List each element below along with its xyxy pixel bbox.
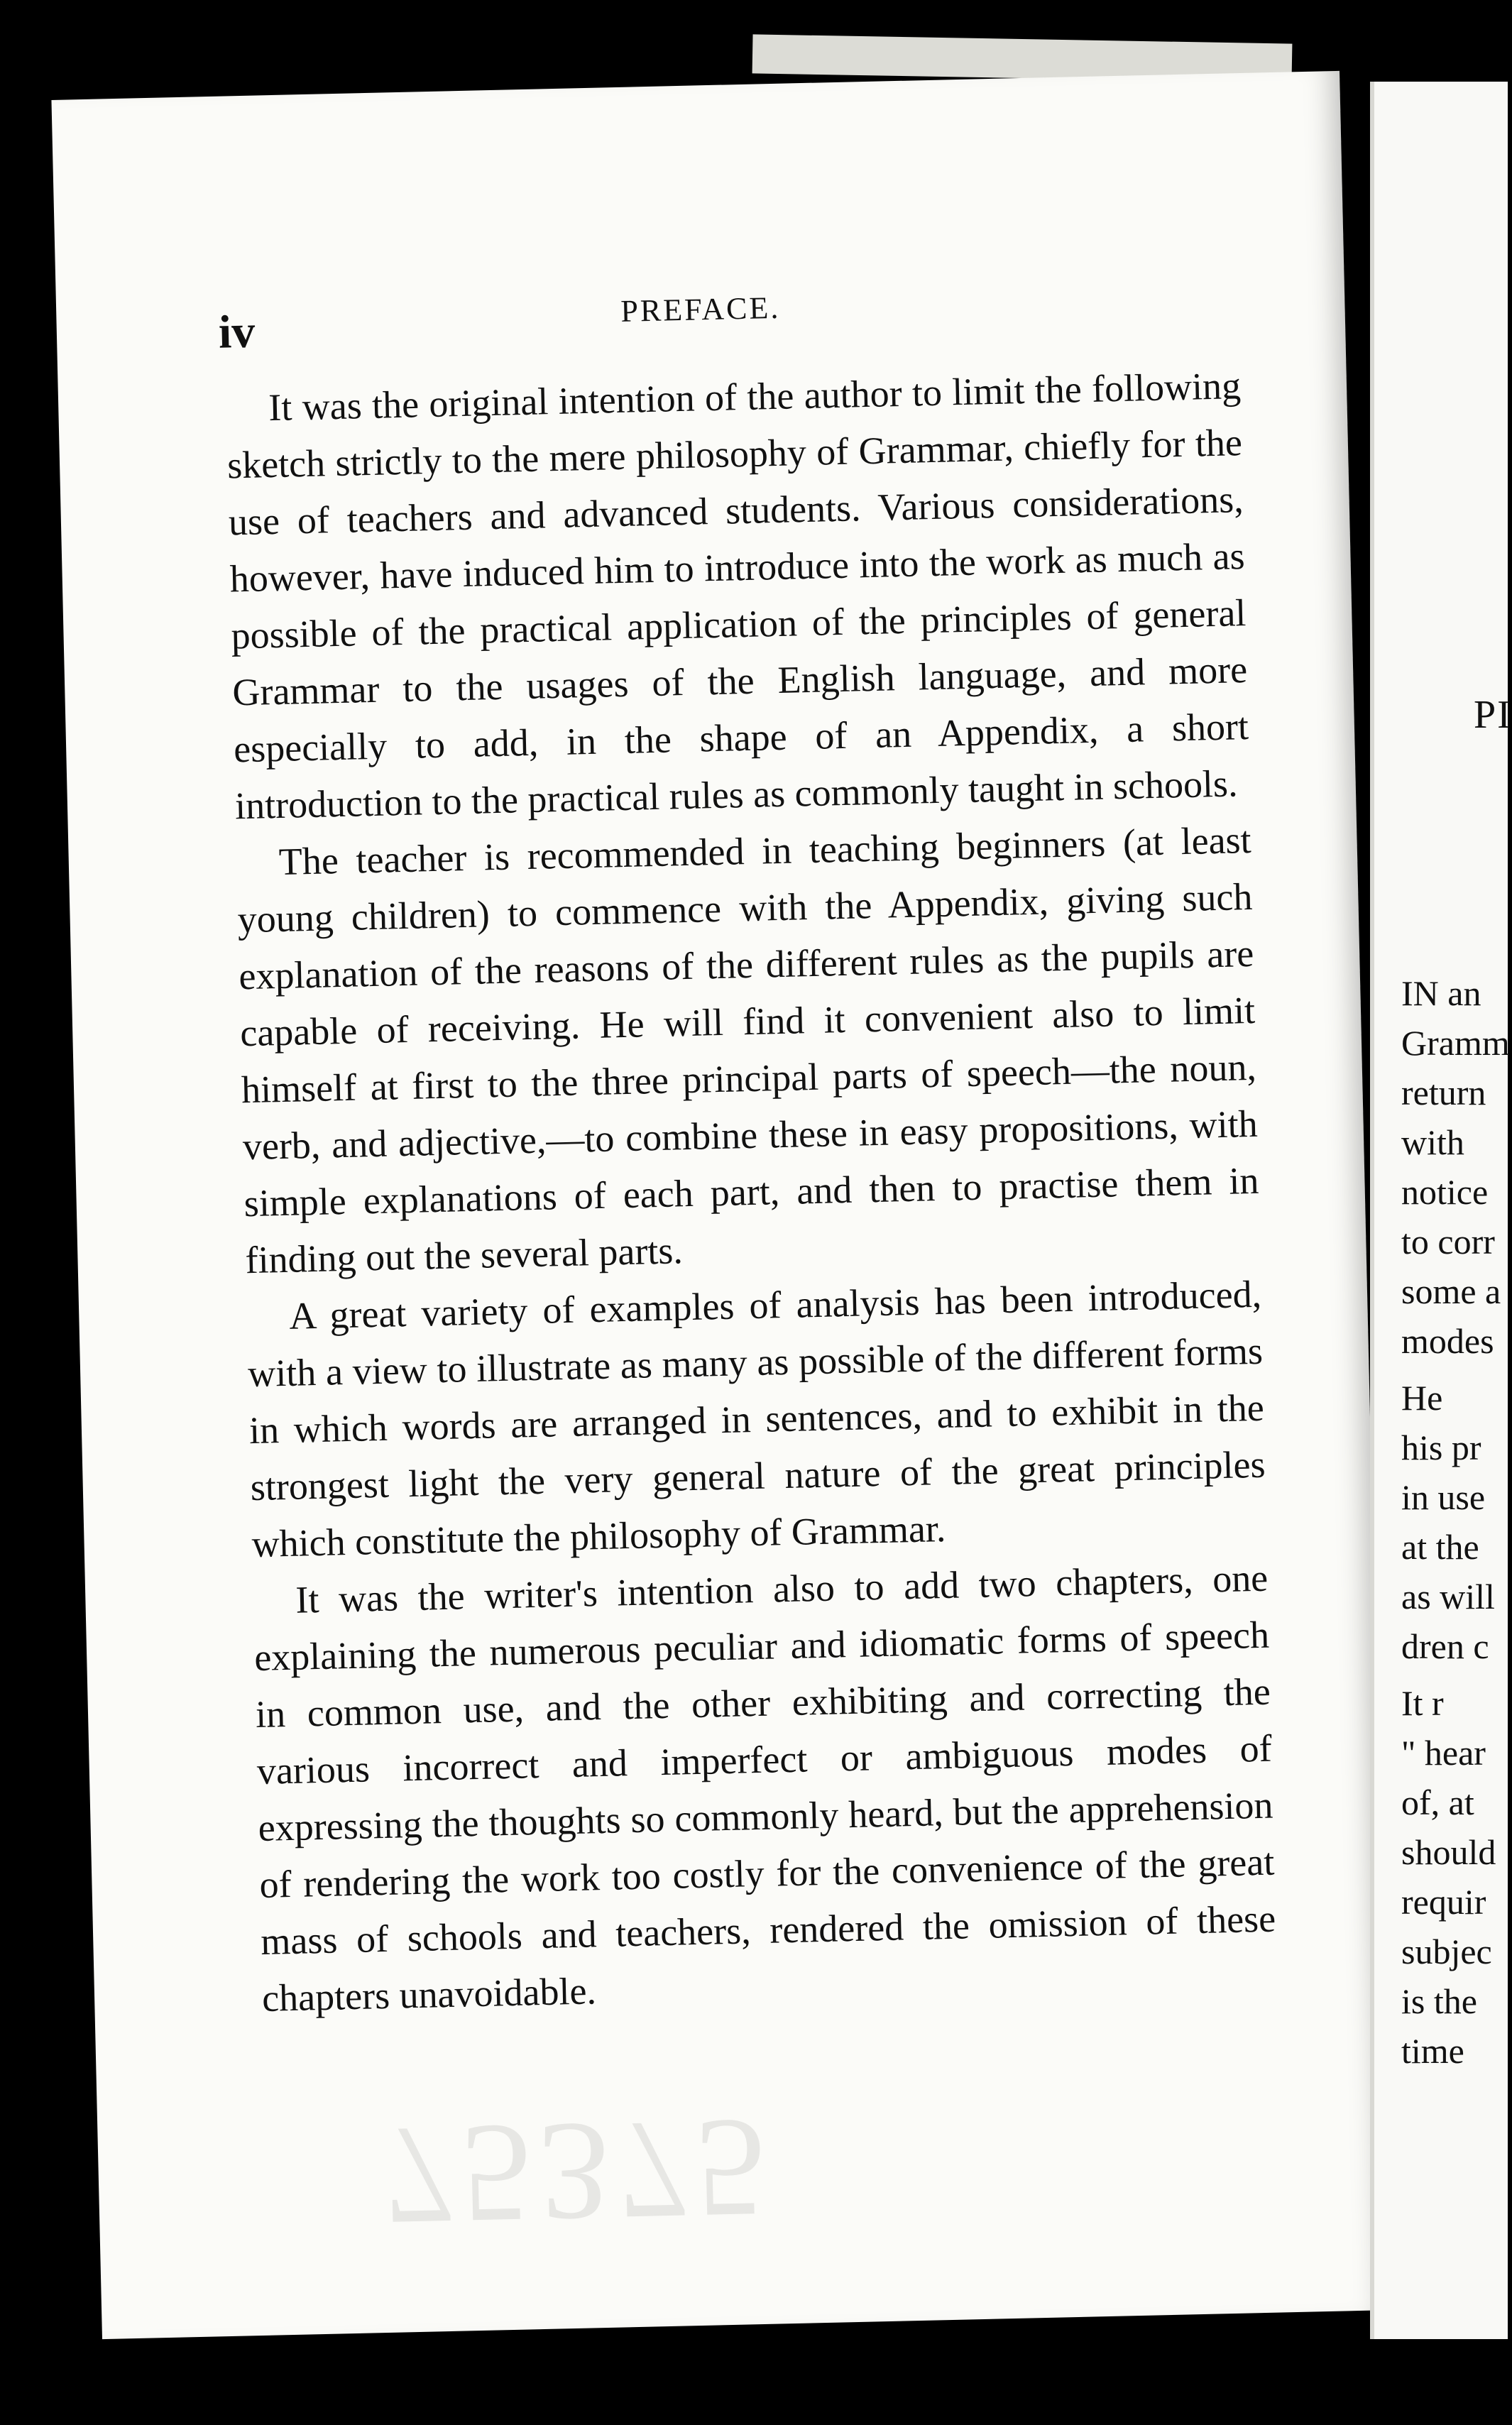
right-page-line: his pr — [1401, 1428, 1481, 1467]
right-page-line: It r — [1401, 1683, 1444, 1723]
right-page-line: is the — [1401, 1981, 1477, 2021]
paragraph: The teacher is recommended in teaching beginners (at least young children) to commence with the Appendix, giving such explanation of the reasons of the different rules as the pupils are capable of receiving. He will find it convenient also to limit himself at first to the three principal parts of speech—the noun, verb, and adjective,—to combine these in easy propositions, with simple explanations of each part, and then to practise them in finding out the several parts. — [237, 818, 1260, 1282]
right-page-line: in use — [1401, 1477, 1486, 1517]
right-page-line: " hear — [1401, 1733, 1486, 1773]
paragraph: A great variety of examples of analysis has been introduced, with a view to illustrate as many as possible of the different forms in which words are arranged in sentences, and to exhibit in the strongest light the very general nature of the great principles which constitute the philosophy of Grammar. — [247, 1272, 1266, 1566]
paragraph: It was the original intention of the author to limit the following sketch strictly to the mere philosophy of Grammar, chiefly for the use of teachers and advanced students. Various considerations, however, have induced him to introduce into the work as much as possible of the practical application of the principles of general Grammar to the usages of the English language, and more especially to add, in the shape of an Appendix, a short introduction to the practical rules as commonly taught in schools. — [226, 364, 1249, 828]
running-head: PREFACE. — [620, 290, 781, 329]
right-page-line: Gramm — [1401, 1023, 1510, 1063]
right-page-line: time — [1401, 2031, 1464, 2071]
right-page-line: of, at — [1401, 1783, 1474, 1822]
right-page-line: at the — [1401, 1527, 1479, 1567]
right-page-line: some a — [1401, 1271, 1501, 1311]
right-page-line: as will — [1401, 1577, 1495, 1616]
right-page-line: requir — [1401, 1882, 1486, 1922]
show-through-stamp: 75375 — [380, 2089, 775, 2255]
right-page-line: dren c — [1401, 1626, 1489, 1666]
page-number: iv — [218, 305, 256, 358]
right-page-line: to corr — [1401, 1222, 1495, 1261]
right-page-line: He — [1401, 1378, 1443, 1418]
left-page — [51, 71, 1390, 2339]
right-page-line: return — [1401, 1073, 1486, 1112]
right-page-line: notice — [1401, 1172, 1489, 1212]
right-page-line: modes — [1401, 1321, 1494, 1361]
right-page-fragment — [1370, 82, 1512, 2339]
right-page-line: should — [1401, 1832, 1496, 1872]
paragraph: It was the writer's intention also to add two chapters, one explaining the numerous peculiar and idiomatic forms of speech in common use, and the other exhibiting and correcting the various incorrect and imperfect or ambiguous modes of expressing the thoughts so commonly heard, but the apprehension of rendering the work too costly for the convenience of the great mass of schools and teachers, rendered the omission of these chapters unavoidable. — [253, 1556, 1276, 2020]
right-page-line: subjec — [1401, 1932, 1492, 1971]
right-page-line: with — [1401, 1122, 1464, 1162]
right-page-title: PI — [1474, 693, 1512, 737]
body-text — [225, 357, 1277, 2027]
right-page-line: IN an — [1401, 973, 1481, 1013]
